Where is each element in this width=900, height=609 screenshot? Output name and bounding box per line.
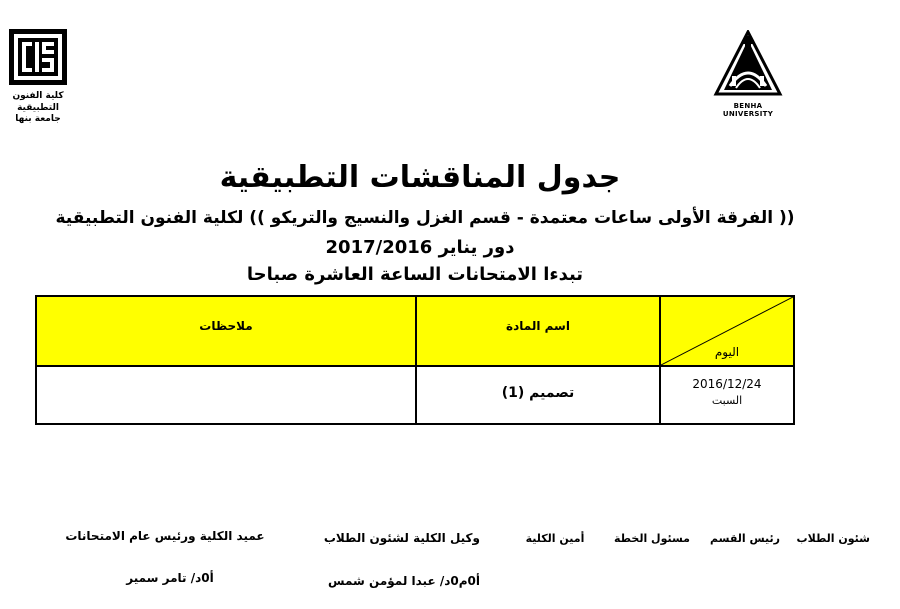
subtitle-session: دور يناير 2017/2016 xyxy=(325,237,515,258)
row-day-name: السبت xyxy=(711,394,743,407)
row-date: 2016/12/24 xyxy=(692,377,762,391)
sig-faculty-secretary: أمين الكلية xyxy=(525,532,585,545)
header-subject: اسم المادة xyxy=(506,319,570,333)
sig-student-affairs: شئون الطلاب xyxy=(796,532,870,545)
row-subject: تصميم (1) xyxy=(501,385,575,401)
university-logo-text: BENHA UNIVERSITY xyxy=(722,102,774,118)
header-day: اليوم xyxy=(714,345,740,359)
faculty-logo-text: كلية الفنون التطبيقية xyxy=(12,91,64,113)
university-logo-mark xyxy=(712,30,784,98)
sig-dean: عميد الكلية ورئيس عام الامتحانات xyxy=(65,529,265,543)
table-divider-1 xyxy=(415,297,417,423)
sig-dept-head: رئيس القسم xyxy=(710,532,780,545)
faculty-logo-mark xyxy=(8,28,68,86)
faculty-logo-subtext: جامعة بنها xyxy=(15,114,61,124)
sig-vice-dean: وكيل الكلية لشئون الطلاب xyxy=(323,531,480,545)
university-logo xyxy=(712,30,784,118)
schedule-table xyxy=(35,295,795,425)
subtitle-start-time: تبدءا الامتحانات الساعة العاشرة صباحا xyxy=(246,264,584,285)
subtitle-program: (( الفرقة الأولى ساعات معتمدة - قسم الغزل والنسيج والتريكو )) لكلية الفنون التطبيقية xyxy=(55,208,795,228)
header-notes: ملاحظات xyxy=(199,319,253,333)
page-title: جدول المناقشات التطبيقية xyxy=(219,160,621,195)
dean-name: أ0د/ تامر سمير xyxy=(126,571,214,585)
faculty-logo xyxy=(8,28,68,124)
sig-plan-officer: مسئول الخطة xyxy=(614,532,690,545)
vice-dean-name: أ0م0د/ عبدا لمؤمن شمس xyxy=(328,574,480,588)
